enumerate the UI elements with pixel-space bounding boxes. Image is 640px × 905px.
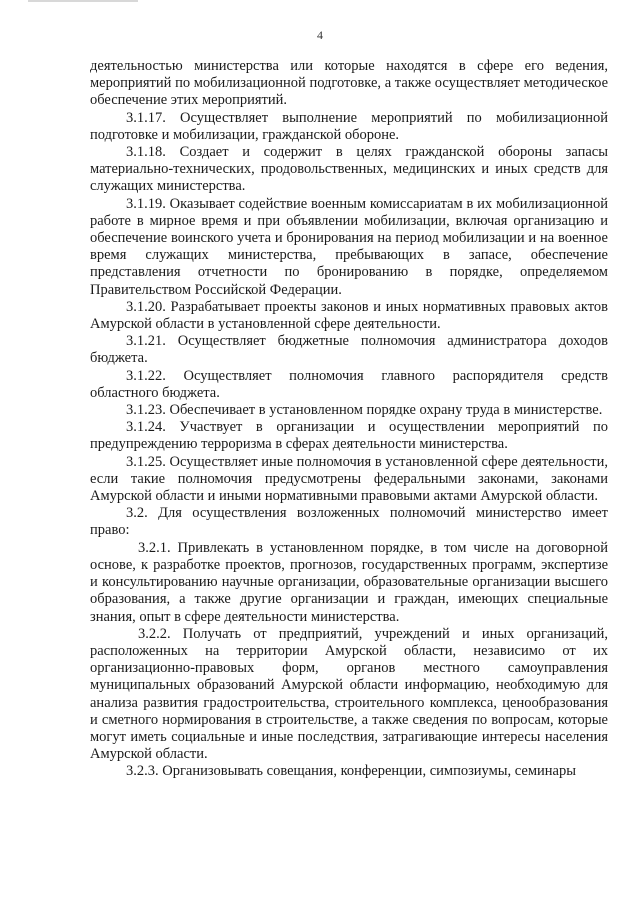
page-number: 4 bbox=[317, 28, 323, 42]
paragraph-3-1-17: 3.1.17. Осуществляет выполнение мероприятий по мобилизационной подготовке и мобилизации, гражданской обороне. bbox=[90, 109, 608, 143]
paragraph-3-1-23: 3.1.23. Обеспечивает в установленном порядке охрану труда в министерстве. bbox=[126, 402, 603, 419]
paragraph-3-2-2: 3.2.2. Получать от предприятий, учреждений и иных организаций, расположенных на территории Амурской области, независимо от их организационно-правовых форм, органов местного самоуправления муниципальных образований Амурской области информацию, необходимую для анализа развития градостроительства, строительного комплекса, ценообразования и сметного нормирования в строительстве, а также сведения по вопросам, которые могут иметь социальные и иные последствия, затрагивающие интересы населения Амурской области. bbox=[90, 625, 608, 763]
paragraph-3-1-20: 3.1.20. Разрабатывает проекты законов и иных нормативных правовых актов Амурской области в установленной сфере деятельности. bbox=[90, 298, 608, 333]
paragraph-3-1-21: 3.1.21. Осуществляет бюджетные полномочия администратора доходов бюджета. bbox=[90, 333, 608, 367]
paragraph-3-2: 3.2. Для осуществления возложенных полномочий министерство имеет право: bbox=[90, 505, 608, 539]
paragraph-3-1-18: 3.1.18. Создает и содержит в целях гражданской обороны запасы материально-технических, продовольственных, медицинских и иных средств для служащих министерства. bbox=[90, 144, 608, 195]
document-body bbox=[90, 58, 608, 781]
paragraph-3-1-22: 3.1.22. Осуществляет полномочия главного распорядителя средств областного бюджета. bbox=[90, 367, 608, 401]
paragraph-3-1-19: 3.1.19. Оказывает содействие военным комиссариатам в их мобилизационной работе в мирное время и при объявлении мобилизации, включая организацию и обеспечение воинского учета и бронирования на период мобилизации и на военное время служащих министерства, пребывающих в запасе, обеспечение представления отчетности по бронированию в порядке, определяемом Правительством Российской Федерации. bbox=[90, 195, 608, 298]
paragraph-3-1-24: 3.1.24. Участвует в организации и осуществлении мероприятий по предупреждению терроризма в сферах деятельности министерства. bbox=[90, 419, 608, 453]
scan-artifact bbox=[28, 0, 138, 2]
paragraph-3-1-25: 3.1.25. Осуществляет иные полномочия в установленной сфере деятельности, если такие полномочия предусмотрены федеральными законами, законами Амурской области и иными нормативными правовыми актами Амурской области. bbox=[90, 453, 608, 505]
paragraph-continuation: деятельностью министерства или которые находятся в сфере его ведения, мероприятий по мобилизационной подготовке, а также осуществляет методическое обеспечение этих мероприятий. bbox=[90, 58, 608, 109]
paragraph-3-2-3: 3.2.3. Организовывать совещания, конференции, симпозиумы, семинары bbox=[126, 763, 576, 780]
paragraph-3-2-1: 3.2.1. Привлекать в установленном порядке, в том числе на договорной основе, к разработке проектов, прогнозов, государственных программ, экспертизе и консультированию научные организации, образовательные организации высшего образования, а также другие организации и граждан, имеющих специальные знания, опыт в сфере деятельности министерства. bbox=[90, 539, 608, 625]
